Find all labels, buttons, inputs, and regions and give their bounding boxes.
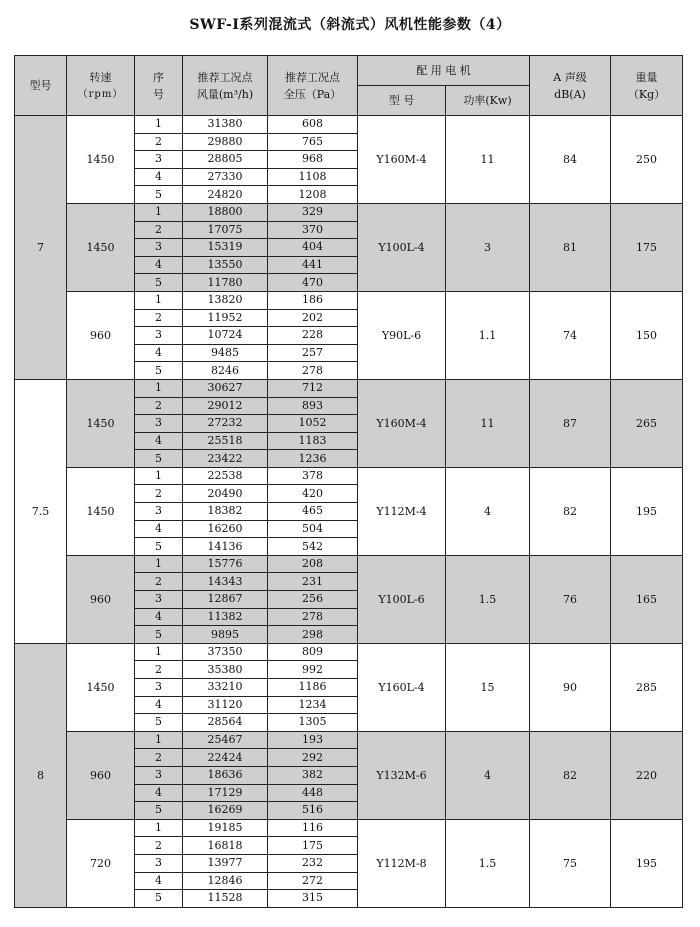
cell-seq: 4 [135, 872, 183, 890]
cell-pressure: 370 [268, 221, 358, 239]
cell-seq: 4 [135, 608, 183, 626]
cell-seq: 1 [135, 555, 183, 573]
table-row [15, 731, 683, 749]
cell-motor-power: 1.5 [446, 819, 530, 907]
cell-seq: 4 [135, 784, 183, 802]
cell-pressure: 315 [268, 890, 358, 908]
cell-pressure: 712 [268, 379, 358, 397]
cell-pressure: 186 [268, 291, 358, 309]
cell-flow: 16260 [183, 520, 268, 538]
cell-pressure: 202 [268, 309, 358, 327]
cell-seq: 2 [135, 837, 183, 855]
cell-speed: 960 [67, 731, 135, 819]
cell-seq: 3 [135, 679, 183, 697]
cell-pressure: 329 [268, 203, 358, 221]
cell-seq: 1 [135, 291, 183, 309]
cell-motor-model: Y100L-4 [358, 203, 446, 291]
cell-seq: 5 [135, 626, 183, 644]
cell-seq: 1 [135, 731, 183, 749]
cell-flow: 11952 [183, 309, 268, 327]
cell-flow: 9895 [183, 626, 268, 644]
cell-seq: 4 [135, 256, 183, 274]
cell-speed: 720 [67, 819, 135, 907]
cell-pressure: 1052 [268, 415, 358, 433]
cell-pressure: 608 [268, 116, 358, 134]
cell-flow: 28805 [183, 151, 268, 169]
header-pressure: 推荐工况点 全压（Pa） [268, 56, 358, 116]
cell-pressure: 1183 [268, 432, 358, 450]
cell-flow: 11528 [183, 890, 268, 908]
cell-seq: 2 [135, 573, 183, 591]
cell-flow: 20490 [183, 485, 268, 503]
cell-flow: 30627 [183, 379, 268, 397]
cell-noise: 76 [530, 555, 611, 643]
cell-flow: 18800 [183, 203, 268, 221]
cell-noise: 81 [530, 203, 611, 291]
cell-pressure: 465 [268, 503, 358, 521]
cell-flow: 17075 [183, 221, 268, 239]
cell-seq: 5 [135, 890, 183, 908]
cell-seq: 3 [135, 151, 183, 169]
cell-motor-model: Y100L-6 [358, 555, 446, 643]
cell-motor-power: 11 [446, 116, 530, 204]
cell-pressure: 175 [268, 837, 358, 855]
cell-seq: 4 [135, 696, 183, 714]
cell-speed: 1450 [67, 643, 135, 731]
cell-pressure: 278 [268, 608, 358, 626]
cell-seq: 4 [135, 520, 183, 538]
cell-noise: 87 [530, 379, 611, 467]
cell-motor-power: 4 [446, 467, 530, 555]
cell-seq: 4 [135, 168, 183, 186]
cell-flow: 13820 [183, 291, 268, 309]
table-row [15, 467, 683, 485]
cell-motor-power: 15 [446, 643, 530, 731]
cell-pressure: 378 [268, 467, 358, 485]
cell-pressure: 116 [268, 819, 358, 837]
cell-noise: 74 [530, 291, 611, 379]
cell-speed: 1450 [67, 203, 135, 291]
cell-motor-power: 1.5 [446, 555, 530, 643]
cell-flow: 12846 [183, 872, 268, 890]
cell-seq: 3 [135, 503, 183, 521]
cell-pressure: 1305 [268, 714, 358, 732]
cell-flow: 31380 [183, 116, 268, 134]
cell-pressure: 278 [268, 362, 358, 380]
cell-speed: 960 [67, 555, 135, 643]
cell-seq: 3 [135, 415, 183, 433]
cell-flow: 23422 [183, 450, 268, 468]
cell-seq: 5 [135, 450, 183, 468]
cell-seq: 3 [135, 854, 183, 872]
table-row [15, 203, 683, 221]
cell-seq: 5 [135, 538, 183, 556]
cell-pressure: 272 [268, 872, 358, 890]
cell-seq: 1 [135, 203, 183, 221]
fan-performance-table [14, 55, 683, 908]
cell-weight: 150 [611, 291, 683, 379]
cell-seq: 3 [135, 766, 183, 784]
cell-seq: 5 [135, 362, 183, 380]
cell-pressure: 1108 [268, 168, 358, 186]
cell-pressure: 292 [268, 749, 358, 767]
cell-pressure: 809 [268, 643, 358, 661]
cell-flow: 35380 [183, 661, 268, 679]
header-speed: 转速 （rpm） [67, 56, 135, 116]
cell-seq: 1 [135, 116, 183, 134]
cell-flow: 16269 [183, 802, 268, 820]
cell-weight: 175 [611, 203, 683, 291]
cell-flow: 9485 [183, 344, 268, 362]
header-model: 型号 [15, 56, 67, 116]
header-weight: 重量 （Kg） [611, 56, 683, 116]
cell-fan-model: 8 [15, 643, 67, 907]
header-motor: 配 用 电 机 [358, 56, 530, 86]
cell-motor-model: Y160M-4 [358, 379, 446, 467]
cell-weight: 285 [611, 643, 683, 731]
cell-motor-power: 11 [446, 379, 530, 467]
cell-pressure: 228 [268, 327, 358, 345]
cell-flow: 10724 [183, 327, 268, 345]
cell-seq: 3 [135, 591, 183, 609]
cell-pressure: 256 [268, 591, 358, 609]
cell-pressure: 441 [268, 256, 358, 274]
header-motor-model: 型 号 [358, 86, 446, 116]
cell-seq: 2 [135, 221, 183, 239]
cell-motor-power: 3 [446, 203, 530, 291]
cell-flow: 27232 [183, 415, 268, 433]
cell-weight: 265 [611, 379, 683, 467]
cell-flow: 22538 [183, 467, 268, 485]
cell-pressure: 470 [268, 274, 358, 292]
header-flow: 推荐工况点 风量(m³/h) [183, 56, 268, 116]
table-row [15, 819, 683, 837]
cell-seq: 2 [135, 749, 183, 767]
cell-pressure: 504 [268, 520, 358, 538]
cell-seq: 3 [135, 239, 183, 257]
cell-pressure: 208 [268, 555, 358, 573]
cell-seq: 1 [135, 379, 183, 397]
cell-flow: 15319 [183, 239, 268, 257]
table-row [15, 291, 683, 309]
cell-flow: 16818 [183, 837, 268, 855]
cell-speed: 1450 [67, 379, 135, 467]
cell-pressure: 193 [268, 731, 358, 749]
cell-seq: 3 [135, 327, 183, 345]
cell-seq: 2 [135, 661, 183, 679]
cell-pressure: 382 [268, 766, 358, 784]
cell-flow: 13977 [183, 854, 268, 872]
cell-noise: 84 [530, 116, 611, 204]
cell-fan-model: 7.5 [15, 379, 67, 643]
table-row [15, 116, 683, 134]
cell-flow: 28564 [183, 714, 268, 732]
header-motor-power: 功率(Kw) [446, 86, 530, 116]
table-row [15, 379, 683, 397]
cell-motor-model: Y112M-4 [358, 467, 446, 555]
cell-motor-power: 4 [446, 731, 530, 819]
cell-motor-model: Y160L-4 [358, 643, 446, 731]
cell-motor-power: 1.1 [446, 291, 530, 379]
cell-flow: 18636 [183, 766, 268, 784]
cell-motor-model: Y90L-6 [358, 291, 446, 379]
cell-pressure: 231 [268, 573, 358, 591]
cell-pressure: 968 [268, 151, 358, 169]
cell-motor-model: Y160M-4 [358, 116, 446, 204]
cell-pressure: 542 [268, 538, 358, 556]
cell-flow: 33210 [183, 679, 268, 697]
cell-seq: 5 [135, 802, 183, 820]
cell-pressure: 992 [268, 661, 358, 679]
cell-seq: 5 [135, 186, 183, 204]
cell-flow: 14136 [183, 538, 268, 556]
cell-pressure: 765 [268, 133, 358, 151]
cell-flow: 12867 [183, 591, 268, 609]
cell-seq: 2 [135, 133, 183, 151]
cell-flow: 11382 [183, 608, 268, 626]
cell-flow: 25467 [183, 731, 268, 749]
cell-speed: 1450 [67, 467, 135, 555]
cell-pressure: 516 [268, 802, 358, 820]
cell-weight: 220 [611, 731, 683, 819]
cell-flow: 27330 [183, 168, 268, 186]
cell-weight: 195 [611, 819, 683, 907]
cell-seq: 2 [135, 309, 183, 327]
cell-noise: 75 [530, 819, 611, 907]
header-seq: 序 号 [135, 56, 183, 116]
cell-seq: 4 [135, 432, 183, 450]
cell-flow: 22424 [183, 749, 268, 767]
table-row [15, 555, 683, 573]
cell-weight: 165 [611, 555, 683, 643]
cell-fan-model: 7 [15, 116, 67, 380]
cell-pressure: 1208 [268, 186, 358, 204]
cell-noise: 90 [530, 643, 611, 731]
cell-flow: 31120 [183, 696, 268, 714]
cell-pressure: 448 [268, 784, 358, 802]
cell-flow: 29012 [183, 397, 268, 415]
cell-seq: 1 [135, 643, 183, 661]
cell-pressure: 1234 [268, 696, 358, 714]
cell-seq: 5 [135, 714, 183, 732]
page-title: SWF-Ⅰ系列混流式（斜流式）风机性能参数（4） [189, 17, 511, 33]
cell-pressure: 257 [268, 344, 358, 362]
cell-flow: 29880 [183, 133, 268, 151]
cell-pressure: 232 [268, 854, 358, 872]
cell-flow: 18382 [183, 503, 268, 521]
cell-noise: 82 [530, 731, 611, 819]
cell-motor-model: Y112M-8 [358, 819, 446, 907]
cell-flow: 25518 [183, 432, 268, 450]
table-row [15, 643, 683, 661]
cell-speed: 1450 [67, 116, 135, 204]
cell-flow: 15776 [183, 555, 268, 573]
cell-pressure: 1236 [268, 450, 358, 468]
cell-speed: 960 [67, 291, 135, 379]
cell-pressure: 420 [268, 485, 358, 503]
cell-seq: 4 [135, 344, 183, 362]
cell-flow: 24820 [183, 186, 268, 204]
cell-seq: 1 [135, 467, 183, 485]
cell-flow: 11780 [183, 274, 268, 292]
cell-flow: 14343 [183, 573, 268, 591]
header-noise: A 声级 dB(A) [530, 56, 611, 116]
cell-flow: 17129 [183, 784, 268, 802]
cell-pressure: 404 [268, 239, 358, 257]
cell-noise: 82 [530, 467, 611, 555]
cell-pressure: 893 [268, 397, 358, 415]
cell-seq: 1 [135, 819, 183, 837]
cell-flow: 19185 [183, 819, 268, 837]
cell-flow: 37350 [183, 643, 268, 661]
cell-weight: 250 [611, 116, 683, 204]
cell-pressure: 298 [268, 626, 358, 644]
cell-pressure: 1186 [268, 679, 358, 697]
cell-seq: 2 [135, 397, 183, 415]
cell-flow: 13550 [183, 256, 268, 274]
cell-seq: 5 [135, 274, 183, 292]
cell-weight: 195 [611, 467, 683, 555]
cell-motor-model: Y132M-6 [358, 731, 446, 819]
cell-seq: 2 [135, 485, 183, 503]
cell-flow: 8246 [183, 362, 268, 380]
